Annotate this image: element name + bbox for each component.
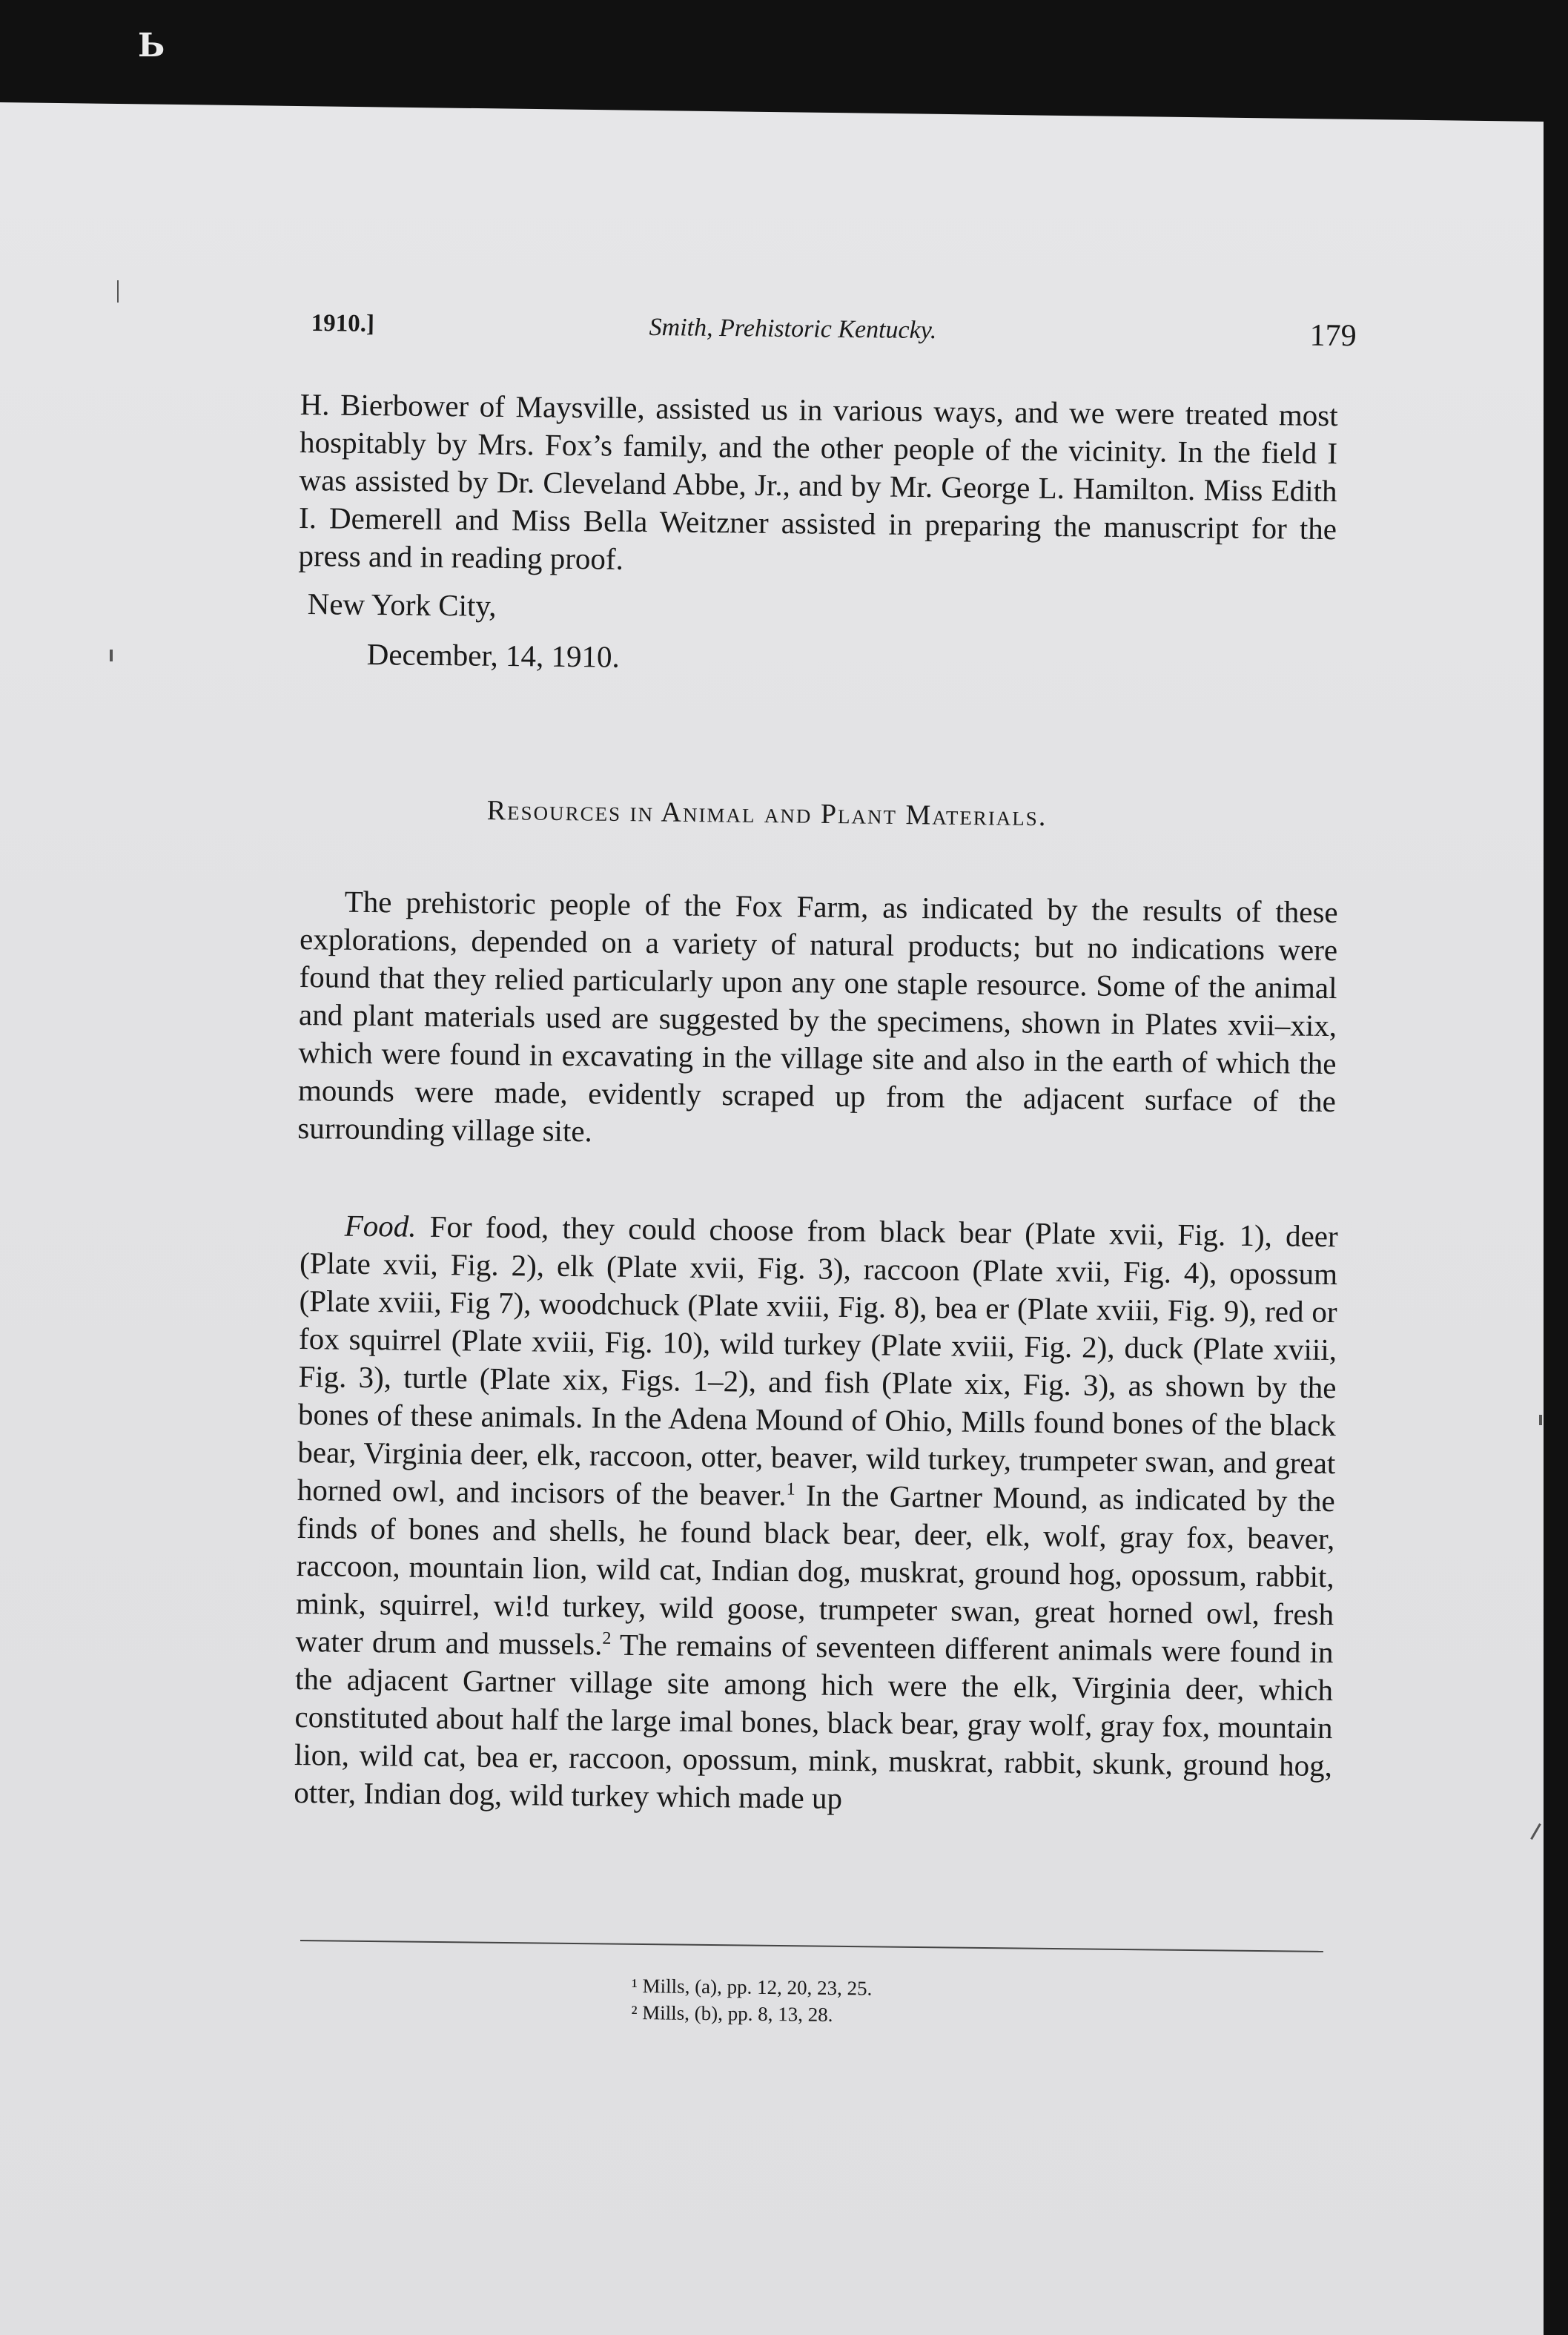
- food-text-part-3: The remains of seventeen different animals were found in the adjacent Gartner village site among hich were the elk, Virginia deer, which constituted about half the large imal bones, black bear, gray wolf, gray fox, mountain lion, wild cat, bea er, raccoon, opossum, mink, muskrat, rabbit, skunk, ground hog, otter, Indian dog, wild turkey which made up: [294, 1627, 1334, 1815]
- intro-paragraph-block: [298, 386, 1338, 586]
- food-text-part-1: For food, they could choose from black bear (Plate xvii, Fig. 1), deer (Plate xvii, Fig. 2), elk (Plate xvii, Fig. 3), raccoon (Plate xvii, Fig. 4), opossum (Plate xviii, Fig 7), woodchuck (Plate xviii, Fig. 8), bea er (Plate xviii, Fig. 9), red or fox squirrel (Plate xviii, Fig. 10), wild turkey (Plate xviii, Fig. 2), duck (Plate xviii, Fig. 3), turtle (Plate xix, Figs. 1–2), and fish (Plate xix, Fig. 3), as shown by the bones of these animals. In the Adena Mound of Ohio, Mills found bones of the black bear, Virginia deer, elk, raccoon, otter, beaver, wild turkey, trumpeter swan, and great horned owl, and incisors of the beaver.: [297, 1209, 1338, 1513]
- margin-tick-right-low: [1530, 1823, 1541, 1840]
- footnote-1: ¹ Mills, (a), pp. 12, 20, 23, 25.: [631, 1974, 873, 2000]
- dateline-place: New York City,: [307, 586, 497, 623]
- footnote-2: ² Mills, (b), pp. 8, 13, 28.: [631, 2001, 833, 2026]
- body-paragraph-1-block: [297, 882, 1338, 1158]
- running-head-year: 1910.]: [311, 309, 375, 337]
- footnote-ref-2: 2: [602, 1628, 612, 1648]
- food-label: Food.: [344, 1208, 417, 1244]
- dateline-date: December, 14, 1910.: [366, 636, 621, 674]
- body-paragraph-2: [294, 1206, 1338, 1823]
- section-heading: Resources in Animal and Plant Materials.: [486, 795, 1048, 833]
- body-paragraph-1: The prehistoric people of the Fox Farm, as indicated by the results of these explorations, depended on a variety of natural products; but no indications were found that they relied particularly upon any one staple resource. Some of the animal and plant materials used are suggested by the specimens, shown in Plates xvii–xix, which were found in excavating in the village site and also in the earth of which the mounds were made, evidently scraped up from the adjacent surface of the surrounding village site.: [297, 884, 1338, 1149]
- margin-tick-left-mid: [110, 650, 113, 661]
- food-text-part-2: In the Gartner Mound, as indicated by the finds of bones and shells, he found black bear, deer, elk, wolf, gray fox, beaver, raccoon, mountain lion, wild cat, Indian dog, muskrat, ground hog, opossum, rabbit, mink, squirrel, wi!d turkey, wild goose, trumpeter swan, great horned owl, fresh water drum and mussels.: [295, 1478, 1336, 1662]
- footnotes: [631, 1972, 872, 2029]
- margin-tick-right-mid: [1539, 1415, 1542, 1425]
- running-head-title: Smith, Prehistoric Kentucky.: [649, 313, 937, 345]
- margin-tick-left-top: [117, 280, 119, 303]
- film-corner-mark: Ь: [138, 27, 165, 65]
- page-number: 179: [1309, 318, 1357, 354]
- body-paragraph-2-block: [294, 1206, 1338, 1823]
- footnote-ref-1: 1: [786, 1479, 795, 1499]
- intro-paragraph: H. Bierbower of Maysville, assisted us in various ways, and we were treated most hospitably by Mrs. Fox’s family, and the other people of the vicinity. In the field I was assisted by Dr. Cleveland Abbe, Jr., and by Mr. George L. Hamilton. Miss Edith I. Demerell and Miss Bella Weitzner assisted in preparing the manuscript for the press and in reading proof.: [298, 386, 1338, 576]
